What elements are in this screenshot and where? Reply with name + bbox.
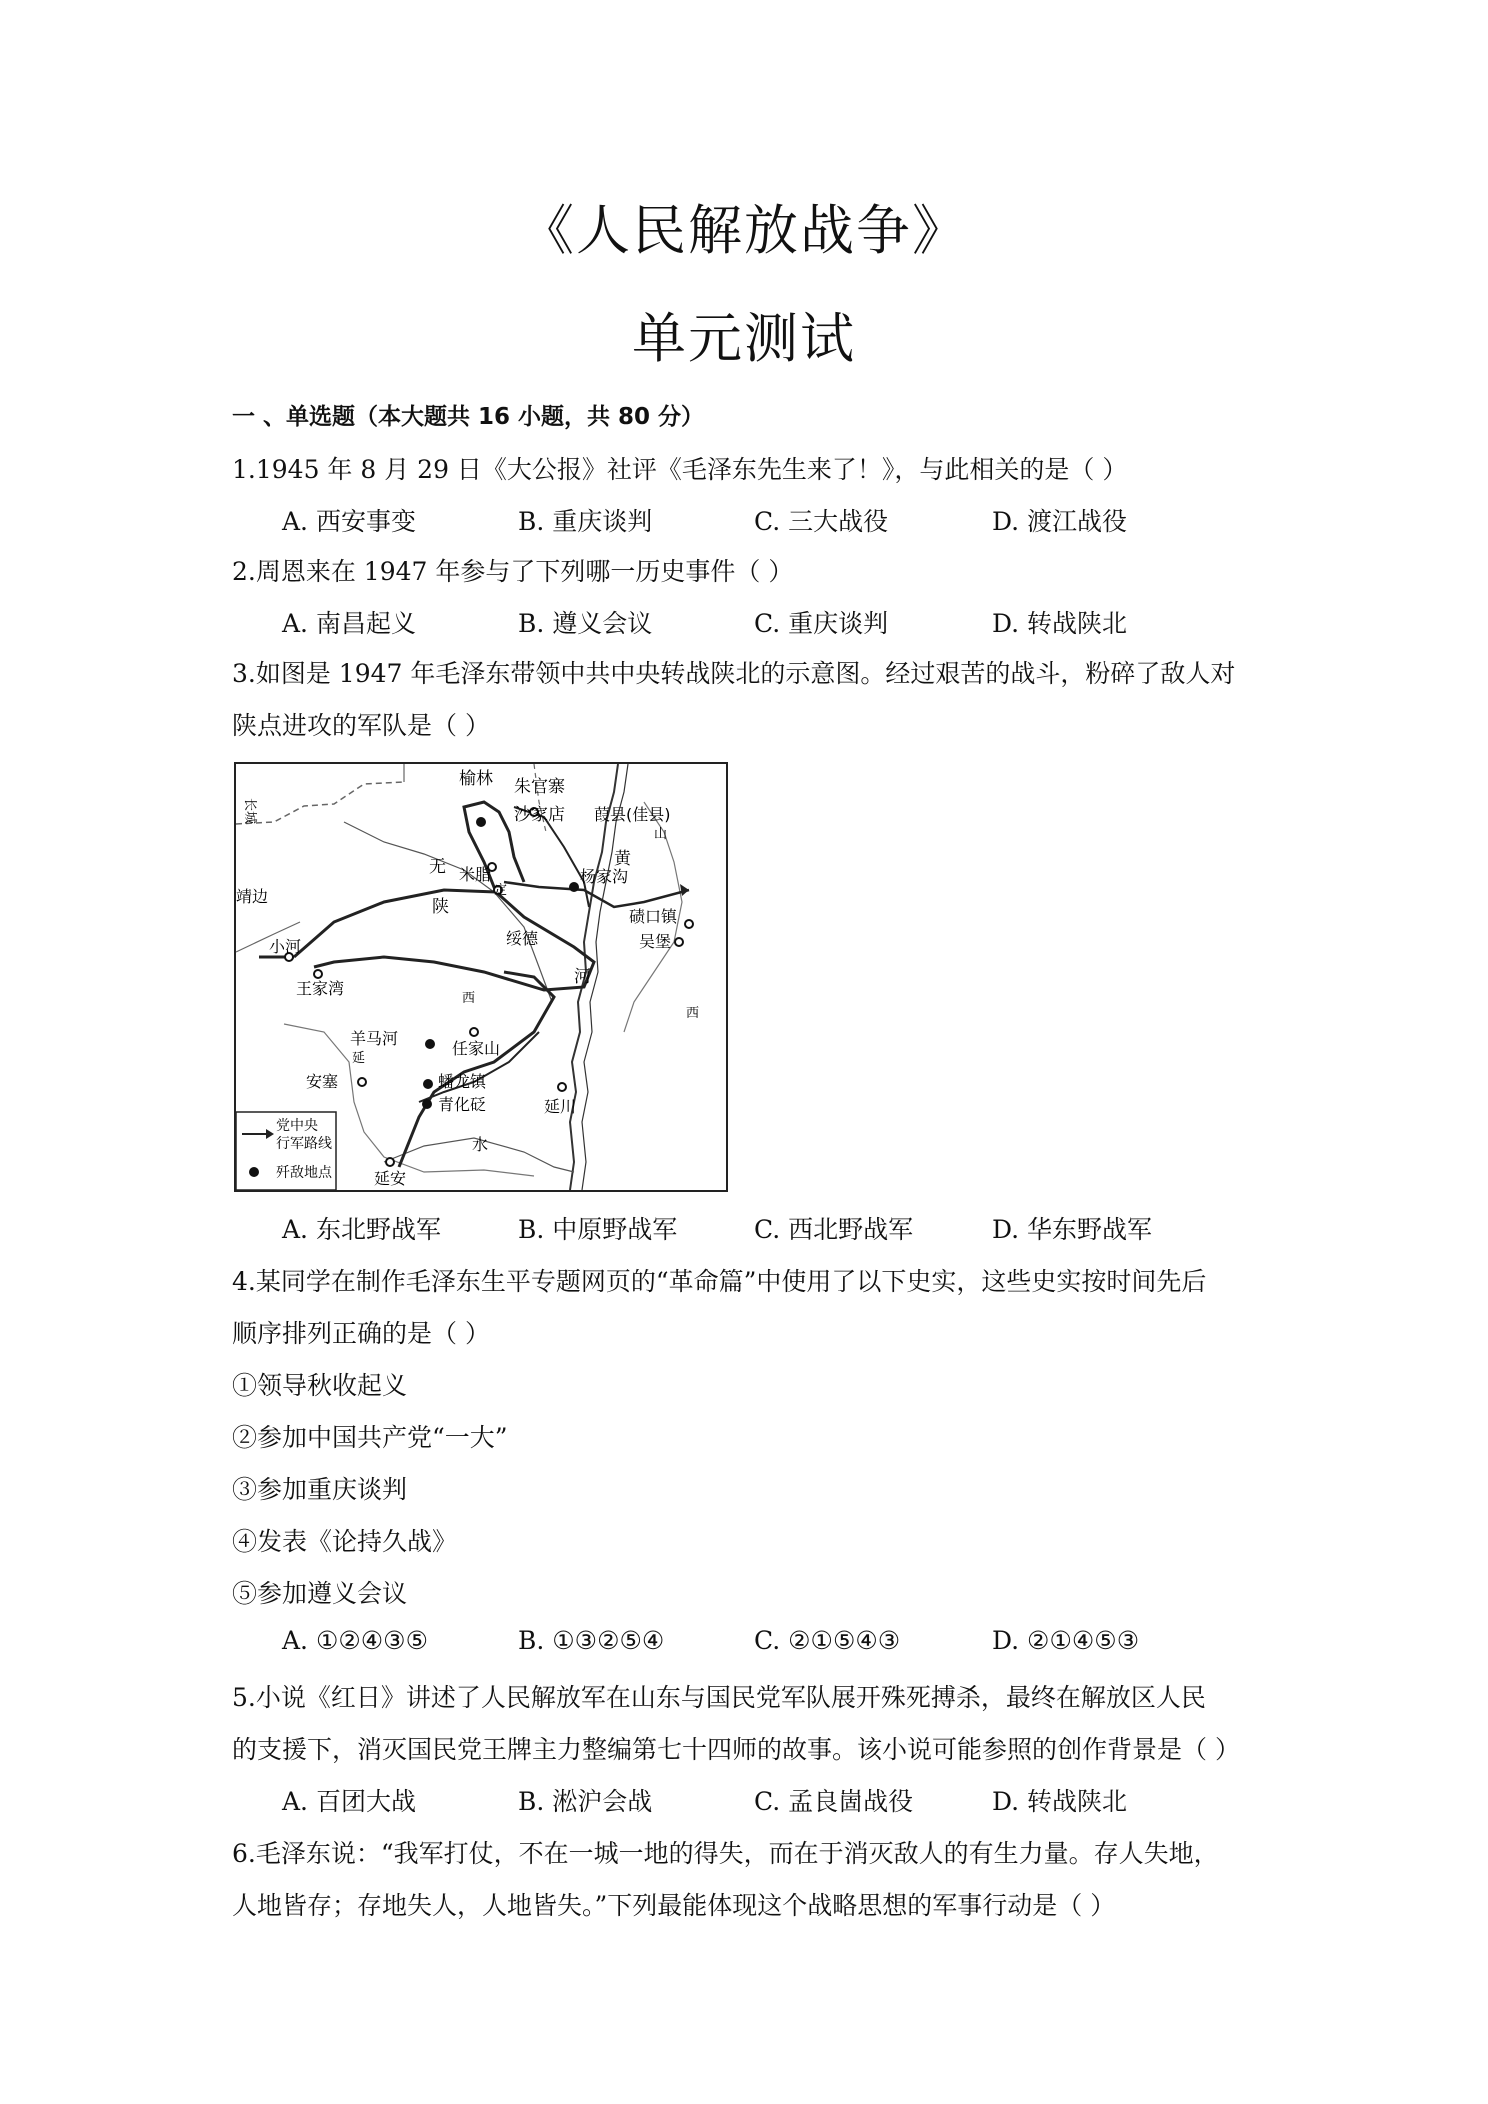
legend-line-1: 党中央 [276,1118,318,1134]
question-1-stem: 1.1945 年 8 月 29 日《大公报》社评《毛泽东先生来了！》，与此相关的是（ ） [232,455,1128,484]
option-d[interactable]: D. 转战陕北 [992,609,1128,638]
map-label-yangmahe: 羊马河 [350,1029,399,1048]
option-c[interactable]: C. 重庆谈判 [754,609,889,638]
map-label-shajiadian: 沙家店 [514,805,565,825]
legend-line-3: 歼敌地点 [276,1165,332,1181]
document-title: 《人民解放战争》 [520,199,968,262]
map-label-river-huang: 黄 [614,849,631,869]
option-a[interactable]: A. 南昌起义 [282,609,416,638]
map-label-changcheng: 长城 [242,798,257,825]
question-4-item-4: ④发表《论持久战》 [232,1527,458,1556]
map-label-qinghuabian: 青化砭 [438,1095,487,1114]
map-label-wu: 无 [429,857,446,877]
question-4-item-1: ①领导秋收起义 [232,1371,408,1400]
question-4-stem-line-2: 顺序排列正确的是（ ） [232,1319,490,1348]
map-label-yulin: 榆林 [459,769,493,789]
map-label-suide: 绥德 [506,929,539,948]
option-c[interactable]: C. 三大战役 [754,507,889,536]
map-legend [236,1112,336,1190]
map-label-yangjiagou: 杨家沟 [580,867,629,886]
option-b[interactable]: B. 淞沪会战 [518,1787,653,1816]
option-a[interactable]: A. 西安事变 [282,507,416,536]
question-6-stem-line-1: 6.毛泽东说：“我军打仗，不在一城一地的得失，而在于消灭敌人的有生力量。存人失地， [232,1839,1219,1868]
march-route-map [234,762,728,1192]
section-heading: 一 、单选题（本大题共 16 小题，共 80 分） [232,404,705,430]
map-label-mizhi: 米脂 [459,865,492,884]
option-a[interactable]: A. 东北野战军 [282,1215,441,1244]
option-a[interactable]: A. ①②④③⑤ [282,1626,429,1655]
map-label-jingbian: 靖边 [236,887,269,906]
option-d[interactable]: D. 转战陕北 [992,1787,1128,1816]
question-2-stem: 2.周恩来在 1947 年参与了下列哪一历史事件（ ） [232,557,794,586]
question-4-item-3: ③参加重庆谈判 [232,1475,408,1504]
question-3-stem-line-1: 3.如图是 1947 年毛泽东带领中共中央转战陕北的示意图。经过艰苦的战斗，粉碎了敌人对 [232,659,1236,688]
option-c[interactable]: C. 孟良崮战役 [754,1787,914,1816]
map-label-renjiashan: 任家山 [452,1039,501,1058]
map-label-shui: 水 [472,1135,489,1154]
map-label-wubao: 吴堡 [639,932,672,951]
map-label-ding: 定 [494,883,508,898]
question-6-stem-line-2: 人地皆存；存地失人，人地皆失。”下列最能体现这个战略思想的军事行动是（ ） [232,1891,1116,1920]
map-label-wangjiawan: 王家湾 [296,979,345,998]
map-label-ansai: 安塞 [306,1072,339,1091]
question-5-stem-line-1: 5.小说《红日》讲述了人民解放军在山东与国民党军队展开殊死搏杀，最终在解放区人民 [232,1683,1206,1712]
map-label-yanan: 延安 [374,1169,407,1188]
map-label-zhuguanzhai: 朱官寨 [514,777,565,797]
legend-line-2: 行军路线 [276,1136,332,1152]
question-4-item-5: ⑤参加遵义会议 [232,1579,408,1608]
map-label-yanchuan: 延川 [544,1097,577,1116]
option-d[interactable]: D. 华东野战军 [992,1215,1153,1244]
map-label-qikouzhen: 碛口镇 [629,907,678,926]
map-label-river-he: 河 [574,967,591,987]
option-b[interactable]: B. 中原野战军 [518,1215,678,1244]
option-c[interactable]: C. 西北野战军 [754,1215,914,1244]
option-b[interactable]: B. 遵义会议 [518,609,653,638]
question-5-stem-line-2: 的支援下，消灭国民党王牌主力整编第七十四师的故事。该小说可能参照的创作背景是（ ） [232,1735,1240,1764]
option-d[interactable]: D. 渡江战役 [992,507,1128,536]
map-label-shan2: 山 [654,827,668,842]
question-4-item-2: ②参加中国共产党“一大” [232,1423,508,1452]
map-label-xi2: 西 [686,1006,700,1021]
map-label-panlongzhen: 蟠龙镇 [438,1072,487,1091]
question-4-stem-line-1: 4.某同学在制作毛泽东生平专题网页的“革命篇”中使用了以下史实，这些史实按时间先后 [232,1267,1207,1296]
option-a[interactable]: A. 百团大战 [282,1787,416,1816]
option-c[interactable]: C. ②①⑤④③ [754,1626,901,1655]
map-label-yan: 延 [352,1051,366,1066]
option-b[interactable]: B. 重庆谈判 [518,507,653,536]
map-label-xi: 西 [462,991,476,1006]
question-3-stem-line-2: 陕点进攻的军队是（ ） [232,711,490,740]
map-label-jiaxian: 葭县(佳县) [594,805,671,824]
map-label-xiaohe: 小河 [269,937,302,956]
option-d[interactable]: D. ②①④⑤③ [992,1626,1140,1655]
option-b[interactable]: B. ①③②⑤④ [518,1626,665,1655]
document-subtitle: 单元测试 [632,307,856,370]
map-label-shan: 陕 [432,897,449,917]
